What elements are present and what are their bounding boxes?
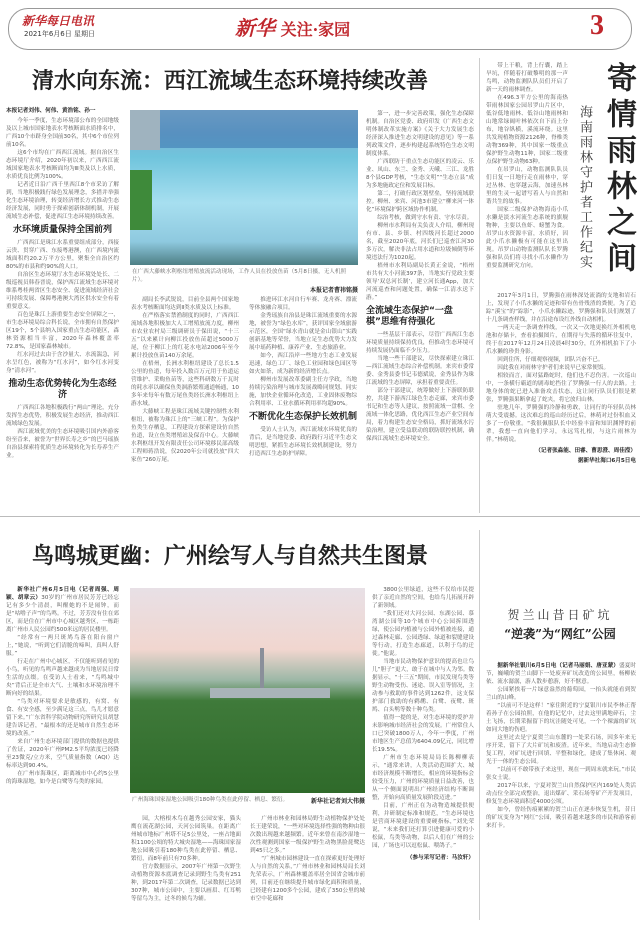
paragraph: 受访人士认为，西江流域水环境优良的背后，是当地党委、政府践行习近平生态文明思想，紧抓生态环境长效机制建设，努力打造西江生态防护屏障。 — [249, 427, 357, 457]
paragraph: 柳州市水利局有关负责人介绍，柳州现有市、县、乡镇、村四级河长超过2000名，截至2020年底，河长们已巡查江河30多万次，解决非法占用水道和垃圾倾倒等环境违法行为1020起。 — [366, 223, 474, 261]
paragraph: 在吊罗山，动物监测队队员们日复一日地行走在雨林中，穿过丛林、也穿越云海，加速丛林里的生灵一起谱写着人与自然和谐共生的故事。 — [486, 167, 568, 205]
sidebar1-title: 寄情雨林之间 — [601, 62, 636, 278]
paragraph: 国家二级保护动物海南小爪水獭是淡水河流生态系统的旗舰物种，主要以鱼虾、螃蟹为食。吊罗山水资源丰富，水质好，因此小爪水獭极有可能在这里出现。吊罗山动物监测队队长罗腾强和队员们将寻找小爪水獭作为重要监测研究方向。 — [486, 207, 568, 269]
paragraph: 目前，广州正在为动物造城提供便利，并研制定标准和规范，“生态环境也是营商环境建设的重要硬指标，”刘先荣说，“未来我们还打算引进健康可爱的小松鼠，鸟类等动物，以后人们在广州的公园，广场也可以逗松鼠、喂鸽子。” — [372, 803, 474, 849]
paragraph: 官方数据显示，2007年广州第一次野生动植物资源本底调查记录到野生鸟类有251种，到2017年第二次调查，记录数据已达到307种，城市公园中，主要以画眉、红耳鹎等留鸟为主，过冬的候鸟为辅。 — [131, 864, 241, 902]
article1-col3b — [249, 426, 357, 458]
sidebar1-subtitle: 海南雨林守护者工作纪实 — [577, 105, 592, 270]
article2-byline: （参与采写记者：马汝轩） — [406, 855, 474, 861]
section-name: 关注·家园 — [280, 20, 351, 39]
article1-byline: 本报记者刘伟、何伟、黄浩铭、孙一 — [6, 108, 96, 114]
page-number: 3 — [590, 10, 604, 41]
paragraph: 红水河过去由于含沙量大、水流湍急，河水呈红色，被称为“红水河”，如今红水河变身“清水河”。 — [6, 352, 119, 374]
photo-caption: 广州海珠国家湿地公园吸引180种鸟类在此停留、栖息、繁衍。 — [132, 797, 289, 803]
paragraph: 驻地几年，罗腾强的冷静和勇敢，让同行的年轻队员林萌大受震撼。这次难忘的巡山经历过后，林萌对过份积血又多了一份敬重。“我很佩服队长中经验丰富和知识渊博的前辈，我想一直向他们学习，永远笃扎根，与这片雨林为伴。”林萌说。 — [486, 405, 636, 443]
sidebar1-byline: （记者张淼能、田睿、曹思澄、周佳滢） — [535, 448, 636, 454]
sidebar2-text — [486, 662, 636, 830]
photo-fish-release — [130, 110, 358, 265]
paragraph: 30岁的广州市居民芳芳已经忘记有多少个清晨，叫醒她的不是闹钟，而是“咕噜子声”的鸟鸣。不过，芳芳没有住在郊区，而是住在广州市中心城区越秀区，一栋距离广州市人民公园约500米远的居民楼里。 — [6, 595, 119, 633]
photo-crane-detail — [130, 110, 160, 150]
photo-caption: 在广西大藤峡水利枢纽增殖放流活动现场，工作人员在投放鱼苗（5月8日摄，无人机照片）。 — [132, 269, 347, 283]
paragraph: 广西西江是珠江水系重要组成部分，西接云贵、贯穿广西、东接粤港澳，在广西境内流域面积约20.2万平方公里，聚集全自治区约80%的市县和约90%的人口。 — [6, 240, 119, 270]
paragraph: 副局长李武锐说，目前全县两个国家地表水考核断面均达到Ⅱ类水质及以上标准。 — [131, 297, 239, 311]
section-brand-logo: 新华 — [235, 16, 275, 40]
subheading-water-quality: 水环境质量保持全国前列 — [12, 225, 112, 235]
paragraph: 值得一提的是，对生态环境的爱护并未影响城市经济社会的发展。广州常住人口已突破1800万人，今年一季度，广州市地区生产总值为6404.09亿元，同比增长19.5%。 — [372, 715, 474, 753]
paragraph: 相较而言，面对猛路蛇时，他们也不忍伤害。一次巡山中，一条横行霸道的剧毒蛇挡住了罗腾强一行人的去路。土地身体的蛇已进入准备攻击状态，这让同行队员们很是紧张，罗腾强果断拿起了蛇夹，将它放归山林。 — [486, 373, 636, 403]
paragraph: “鸟类对环境要求是敏感的，有窝、有食、有安全感，至少满足这三点，鸟儿才愿意留下来。”广东省科学院动物研究所研究员胡慧建告诉记者，“最根本的还是城市自然生态环境的改善。” — [6, 699, 119, 737]
photo-herons-skyline — [130, 588, 365, 793]
article1-col1 — [6, 117, 119, 221]
paragraph: 行走在广州中心城区，不仅能听到看见的小鸟，听见的鸟鸣声越来越成为当地居民日常生活的点缀。在受访人士看来，“鸟鸣城中央”背后正是全市大气、土壤和水环境治理不断向好的结果。 — [6, 659, 119, 697]
paragraph: “经常有一两只斑鸠鸟落在阳台窗户上，”她说，“听到它们清脆的啼叫，真叫人舒服。” — [6, 635, 119, 657]
subheading-whole-basin: 全流域生态保护“一盘棋”思维有待强化 — [366, 306, 453, 327]
paragraph: 在广州市海珠区，距离城市中心约5公里的海珠湿地，如今是白鹭等鸟类的家园。 — [6, 771, 119, 785]
paragraph: 在梧州，长洲水利枢纽建设了总长1.5公里的鱼道，每年投入数百万元用于鱼道运营维护、采购鱼苗等，这些科研数万千瓦时的耗水率以确保鱼类洄游繁殖通道畅通，10多年来每年有数万尾鱼类经长洲水利枢纽上游水域。 — [131, 361, 239, 407]
paragraph: 带上干粮，背上行囊，踏上旱坑，伴随着打破黎明的那一声鸟鸣，动物监测队队员们开启了新一天的雨林调查。 — [486, 63, 568, 93]
newspaper-brand-logo: 新华每日电讯 — [22, 14, 95, 28]
article1-col2 — [131, 296, 239, 464]
paragraph: 一两天走一条调查样线，一次又一次地更换红外相机电池和存储卡，查看拍摄图片，在期待与失落的循环往复中，终于在2017年12月24日凌晨4时30分，红外相机拍下了小爪水獭的珍贵身影。 — [486, 325, 636, 355]
paragraph: 当地市民动物保护意识的提高也让鸟儿“胆子”更大，敢于在城中与人为邻。数据显示，“十三五”期间，市民发现鸟类等野生动物受伤、迷途、误入室等情况，主动参与救助的事件达到1262件，这支保护部门救助的有鹈鹕、白鹭、夜鹭、斑鸠、白头鹎等数十种鸟类。 — [372, 659, 474, 713]
subheading-long-term-mechanism: 不断优化生态保护长效机制 — [249, 412, 358, 422]
paragraph: “以前可不敢带孩子来这里，现在一到周末就来玩。”市民张女士说。 — [486, 767, 636, 781]
section-divider — [0, 516, 640, 517]
sidebar2-title-line1: 贺兰山昔日矿坑 — [507, 608, 613, 622]
paragraph: 综治考核，做到守水有责、守水尽责。 — [377, 215, 473, 221]
sidebar1-column-bottom — [486, 292, 636, 464]
paragraph: 广州市生态环境局局长陈柳柳表示，“通常来讲，人类活动范围扩大、城市经济规模不断增长，相应的环境指标会较受压力，广州的环境质量日益改善，也从一个侧面说明出广州经济结构不断调整，开始向高质量发展阶段迈进。” — [372, 755, 474, 801]
article2-col1 — [6, 586, 119, 786]
paragraph: 广西联防于重点生态功能区的凌云、乐业、凤山、东兰、金秀、天峨、三江、龙胜8个县GDP考核，“生态文明”“生态立县”成为多地施政定位和发展目标。 — [366, 159, 474, 189]
paragraph: 盛夏时节，巍峨的贺兰山脚下一处废弃矿坑改造的公园里，杨柳依依、流水潺潺，游人散步憩游，好不惬意。 — [486, 663, 636, 685]
article1-col2b — [6, 404, 119, 460]
paragraph: 这6个市均在广西西江流域。据自治区生态环境厅介绍，2020年初以来，广西西江流域国家地表水考核断面均为Ⅲ类及以上水质，水质优良比例为100%。 — [6, 150, 119, 180]
paragraph: 2017年3月1日，罗腾强在雨林深处流淌的支地和岩石上，发现了小爪水獭的足迹和带有鱼骨残渣的粪便。为了追踪“溪宝”的“踪影”，小爪水獭踪迹，罗腾强和队员们规划了十几条调查样线，并在沿途布设红外线自动相机。 — [486, 293, 636, 323]
paragraph: 2017年以来，宁夏对贺兰山自然保护区内169处人类活动点位全部完成整治，退出煤矿、采石场等矿产开发项目，修复生态环境面积近4000公顷。 — [486, 783, 636, 805]
paragraph: “广州城市园林建设一直在探索更好处理好人与自然的关系，”广州市林业和园林局局长刘先荣表示，广州森林覆盖率居全国省会城市前列，目前还在继续提升城市绿化面积和质量，已经建有1200多个公园，建成了350公里的城市空中花廊和 — [250, 856, 365, 902]
issue-date: 2021年6月6日 星期日 — [24, 30, 95, 38]
paragraph: 如今，西江沿岸一些地方生态工业发展迅速，绿色工厂、绿色工业园和绿色园区等如火如荼，成为新的经济增长点。 — [249, 353, 357, 375]
article2-col4 — [372, 586, 474, 850]
sidebar1-dateline: 据新华社海口6月5日电 — [577, 458, 636, 464]
paragraph: 园，大榕根木鸟在越秀公园安家，猫头鹰在流花湖公园，天河公园筑巢。在距离广州城市地标广州塔不足5公里处，一座占地面积1100公顷的特大城央湿地——海珠国家湿地公园吸引着180种鸟类在此停留、栖息、繁衍，而8年前只有70多种。 — [131, 816, 241, 862]
sidebar2-title-line2: “逆袭”为“网红”公园 — [504, 627, 616, 641]
article2-column-right — [372, 586, 474, 861]
paragraph: 在496.3平方公里的海南热带雨林国家公园吊罗山片区中，低谷低地雨林、低谷山地雨林和山地常绿阔叶林依次自下而上分布，地谷纵横，溪流环绕。这里共发现植物资源2126种，脊椎类动物369种，其中国家一级重点保护野生动物11种，国家二级重点保护野生动物63种。 — [486, 95, 568, 165]
column-divider — [479, 58, 480, 513]
paragraph: 百色是珠江上游重要生态安全屏障之一，市生态环境局综合科长说，全市拥有自然保护区19个，5个县纳入国家重点生态功能区，森林资源相当丰富，2020年森林覆盖率72.8%，是国家森林城市。 — [6, 312, 119, 350]
dateline: 据新华社银川6月5日电（记者马丽娟、唐亚蒙） — [497, 663, 619, 669]
paragraph: 记者近日沿广西千里西江8个市采访了解到，当地积极践行绿色发展理念，多措并举强化生态环境治理，转变经济增长方式推动生态经济发展，同时勇于探索创新体制机制，开展流域生态补偿，促进西江生态环境持续改善。 — [6, 182, 119, 220]
article1-headline: 清水向东流：西江流域生态环境持续改善 — [32, 68, 429, 94]
photo-credit: 本报记者曹祎铭摄 — [309, 287, 358, 294]
article1-col3b-continued — [366, 110, 474, 214]
article1-column-c — [366, 110, 474, 443]
paragraph: 因此我在对雨林守护者们来说早已家常便饭。 — [497, 365, 610, 371]
paragraph: 柳州市发展改革委副主任方学政，当地持续污染治理与城市发展战略同规划、同实施，加快企业循环化改造，工业固体废物综合利用率、工业水循环利用率均超90%。 — [249, 377, 357, 407]
paragraph: 西江流域优美的生态环境吸引国内外游客纷至沓来，被誉为“世界长寿之乡”的巴马瑶族自治县探索将优质生态环境转化为长寿养生产业。 — [6, 429, 119, 459]
paragraph: 来自广州生态环境部门提供的数据也提供了佐证，2020年广州PM2.5平均浓度已经降至23微克/立方米，空气质量指数（AQI）达标率达到90.4%。 — [6, 739, 119, 769]
paragraph: 公园紧挨着一片绿意盎然的葡萄园，一抬头就能看到贺兰山的山峰。 — [486, 687, 636, 701]
article1-col3 — [249, 296, 357, 408]
paragraph: “以前可不是这样！”家住附近的宁夏银川市民李林正帮着孙子在公园拍照，在他的记忆中，过去这里满地碎石，尘土飞扬，长期采掘留下的坑洼随处可见，一个个裸露的矿坑如同大地的伤疤。 — [486, 703, 636, 733]
paragraph: 3800公里绿道，这些不仅给市民提供了亲近自然的空间，也给鸟儿拓展开辟了新领域。 — [372, 587, 474, 609]
subheading-eco-economy: 推动生态优势转化为生态经济 — [8, 379, 117, 400]
paragraph: 当地一些干部建议，尽快探索建立珠江—西江流域生态综合补偿机制。来宾市委常委、金秀县委书记韦德斌说，金秀县作为珠江流域的生态屏障，承担着重要责任。 — [366, 356, 474, 386]
paragraph: 一些基层干部表示，尽管广西西江生态环境质量持续保持优良，但推动生态环境可持续发展仍面临不少压力。 — [366, 332, 474, 354]
sidebar1-text-bottom — [486, 292, 636, 444]
paragraph: 大藤峡工程是珠江流域关键控制性水利枢纽，被称为珠江上的“三峡工程”。为保护鱼类生存栖息，工程建设方探索建设仿自然鱼道，设立鱼类增殖站及保育中心。大藤峡水利枢纽开发有限责任公司环境移民部高级工程师蒋浩说，仅2020年公司就投放“四大家鱼”260万尾。 — [131, 409, 239, 463]
article1-col1b — [6, 239, 119, 375]
paragraph: 在严格落实禁渔制度的同时，广西西江流域各地积极加大人工增殖放流力度，柳州市农业农村局三级调研员于保田说，“十三五”以来累计向柳江投放鱼苗超过5000万尾，位于柳江上的红花水电站2006年至今累计投放鱼苗140万余尾。 — [131, 313, 239, 359]
paragraph: 如今，曾经伤痕累累的贺兰山正在逐步恢复生机，昔日的矿坑变身为“网红”公园，吸引着越来越多的市民和游客前来打卡。 — [486, 807, 636, 829]
paragraph: 今年一季度，生态环境部公布的全国地级及以上城市国家地表水考核断面水质排名中，广西10个市跻身全国前30名，其中6个市位列前10名。 — [6, 118, 119, 148]
article2-col2 — [131, 815, 241, 903]
sidebar1-text-top — [486, 62, 568, 270]
article1-column-a — [131, 296, 239, 464]
paragraph: 梧州市水利局副局长黄正金说，“梧州市共有大小河流397条，当地实行党政主要领导‘双总河长制’，建立河长通App，加大河流巡查和问题处置，确保一江清水送下游。” — [366, 263, 474, 301]
photo-skyline-detail — [210, 688, 330, 698]
paragraph: 广西西江各地积极践行“两山”理论，充分发挥生态优势，积极发展生态经济，推动西江流域绿色发展。 — [6, 405, 119, 427]
article2-headline: 鸟鸣城更幽：广州绘写人与自然共生图景 — [32, 543, 429, 569]
dateline: 新华社广州6月5日电（记者周强、周颖、胡章云） — [6, 587, 119, 601]
paragraph: 回到住所，仔细观察视频，团队兴奋不已。 — [497, 357, 604, 363]
paragraph: 推进环江水河自行车赛、龙舟赛、漂流等体旅融合项目。 — [249, 297, 357, 311]
article1-column-left — [6, 106, 119, 460]
section-title — [235, 12, 350, 41]
paragraph: 这里过去是宁夏贺兰山东麓的一处采石场，因多年来无序开采，留下了大片矿坑和废渣。近年来，当地启动生态修复工程，对矿坑进行回填、平整和绿化，建成了集休闲、观光于一体的生态公园。 — [486, 735, 636, 765]
article2-col3 — [250, 815, 365, 903]
photo-tree-detail — [130, 170, 152, 230]
article1-column-b — [249, 296, 357, 458]
paragraph: 第一，进一步完善政策，强化生态保障机制。自治区党委、政府印发《广西生态文明体制改革实施方案》《关于大力发展生态经济深入推进生态文明建设的意见》等一系列政策文件，逐步构建起系统特色生态文明制度体系。 — [366, 111, 474, 157]
photo-banner-detail — [160, 110, 358, 148]
paragraph: 自治区生态环境厅水生态环境处处长、二级巡视员韩春晋说，保护西江流域生态环境对维系粤桂两省区生态安全、促进流域经济社会可持续发展、保障粤港澳大湾区供水安全有着重要意义。 — [6, 272, 119, 310]
paragraph: “我们还对大河公园、东湖公园、慕湾湖公园等10个城市中心公园拆围透绿，使公园内植被与公园外植被连接，通过森林走廊、公园透绿、绿道和裂缝建设等行动，打造生态廊道，以利于鸟的迁徙。”他说。 — [372, 611, 474, 657]
column-divider — [479, 530, 480, 920]
photo-credit: 新华社记者刘大伟摄 — [310, 798, 365, 805]
paragraph: 第二，打破行政区划壁垒，坚持流域联控。柳州、来宾、河池3市建立“柳来河一体化”环境保护跨区域协作机制。 — [366, 191, 474, 213]
article1-col4b — [366, 331, 474, 443]
photo-tower-detail — [260, 648, 264, 688]
paragraph: 广州市林业和园林局野生动植物保护处处长王建荣说，“一些对环境选择性强的物种由很次数出现越来越频繁。近年来曾在南沙湿地一次性观测到国家一级保护野生动物黑脸琵鹭达到45只之多。” — [250, 816, 365, 854]
paragraph: 部分干部建议，统筹做好上下游联防联控，共建下游西江绿色生态走廊，来宾市委书记和生态等人建议，按照流域一盘棋、全流域一体化思路，优化西江生态产业空间布局，着力构建生态安全格局，抓好流域水污染治理，建立受益联动的联防联控机制，确保西江流域生态环境安全。 — [366, 388, 474, 442]
article1-col4 — [366, 214, 474, 302]
paragraph: 金秀瑶族自治县是珠江流域重要的水源地，被誉为“绿色水库”，获评国家全域旅游示范区，全国“绿水青山就是金山银山”实践创新基地等荣誉，当地立足生态优势大力发展中瑶药种植、康养产业、生态旅游业。 — [249, 313, 357, 351]
